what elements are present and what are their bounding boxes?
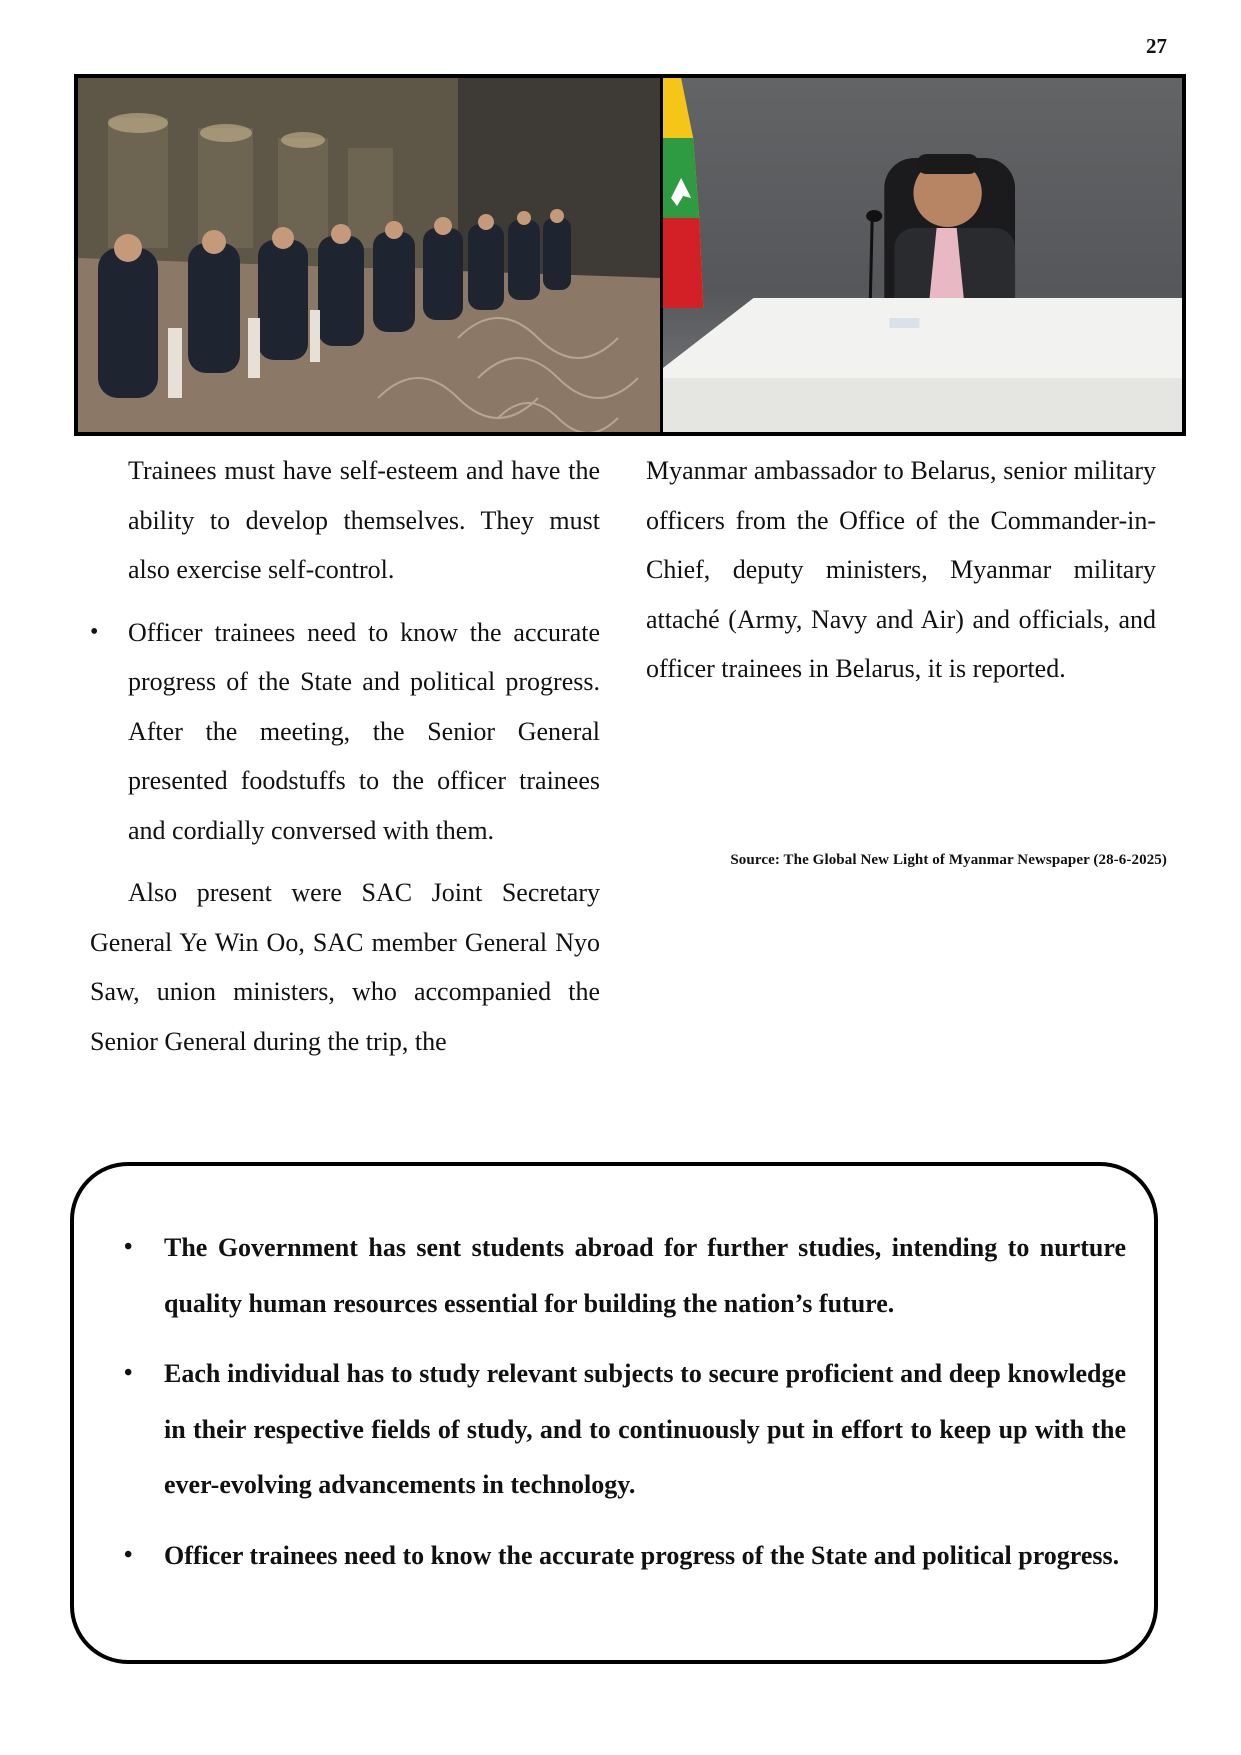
photo-strip (74, 74, 1186, 436)
senior-general-speaking-photo (663, 78, 1182, 432)
summary-item: • The Government has sent students abroad for further studies, intending to nurture quality human resources essential for building the nation’s future. (102, 1220, 1126, 1331)
page-number: 27 (1146, 34, 1167, 58)
bullet-paragraph: • Officer trainees need to know the accurate progress of the State and political progress. After the meeting, the Senior General presented foodstuffs to the officer trainees and cordially conversed with them. (90, 608, 600, 856)
summary-item: • Each individual has to study relevant subjects to secure proficient and deep knowledge in their respective fields of study, and to continuously put in effort to keep up with the ever-evolving advancements in technology. (102, 1346, 1126, 1513)
left-column (90, 446, 600, 1066)
summary-item: • Officer trainees need to know the accurate progress of the State and political progress. (102, 1528, 1126, 1584)
source-citation: Source: The Global New Light of Myanmar Newspaper (28-6-2025) (730, 852, 1167, 868)
summary-box (70, 1162, 1158, 1664)
summary-list (102, 1220, 1126, 1583)
also-present-paragraph: Also present were SAC Joint Secretary General Ye Win Oo, SAC member General Nyo Saw, union ministers, who accompanied the Senior General during the trip, the (90, 878, 600, 1056)
conference-audience-photo (78, 78, 660, 432)
right-paragraph: Myanmar ambassador to Belarus, senior military officers from the Office of the Commander-in-Chief, deputy ministers, Myanmar military attaché (Army, Navy and Air) and officials, and officer trainees in Belarus, it is reported. (646, 456, 1156, 683)
continuation-paragraph: Trainees must have self-esteem and have the ability to develop themselves. They must also exercise self-control. (128, 456, 600, 584)
right-column (646, 446, 1156, 694)
